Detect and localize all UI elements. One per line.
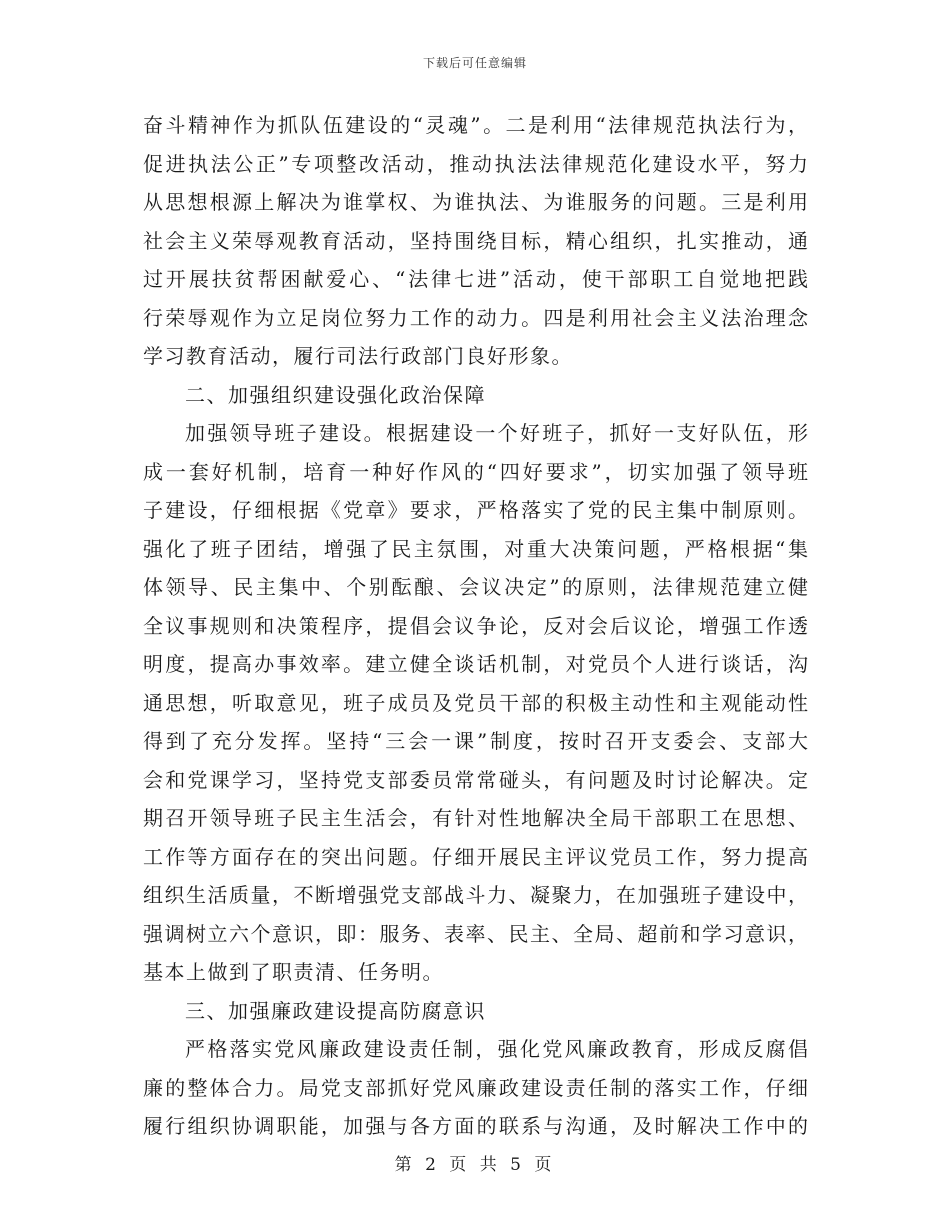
- text-line: 促进执法公正”专项整改活动，推动执法法律规范化建设水平，努力: [143, 151, 808, 176]
- text-line: 严格落实党风廉政建设责任制，强化党风廉政教育，形成反腐倡: [185, 1037, 808, 1061]
- text-line: 成一套好机制，培育一种好作风的“四好要求”，切实加强了领导班: [143, 459, 808, 484]
- text-line: 过开展扶贫帮困献爱心、“法律七进”活动，使干部职工自觉地把践: [143, 267, 808, 291]
- text-line: 奋斗精神作为抓队伍建设的“灵魂”。二是利用“法律规范执法行为，: [143, 113, 808, 137]
- text-line: 行荣辱观作为立足岗位努力工作的动力。四是利用社会主义法治理念: [143, 305, 808, 330]
- text-line: 期召开领导班子民主生活会，有针对性地解决全局干部职工在思想、: [143, 806, 808, 830]
- text-line: 加强领导班子建设。根据建设一个好班子，抓好一支好队伍，形: [185, 421, 808, 445]
- page-number: 第 2 页 共 5 页: [394, 1155, 556, 1175]
- text-line: 得到了充分发挥。坚持“三会一课”制度，按时召开支委会、支部大: [143, 729, 808, 753]
- document-body: [143, 106, 808, 1146]
- text-line: 社会主义荣辱观教育活动，坚持围绕目标，精心组织，扎实推动，通: [143, 228, 808, 253]
- section-heading: 三、加强廉政建设提高防腐意识: [185, 998, 486, 1023]
- text-line: 工作等方面存在的突出问题。仔细开展民主评议党员工作，努力提高: [143, 844, 808, 869]
- text-line: 强调树立六个意识，即：服务、表率、民主、全局、超前和学习意识，: [143, 921, 808, 946]
- text-line: 基本上做到了职责清、任务明。: [143, 960, 444, 984]
- text-line: 通思想，听取意见，班子成员及党员干部的积极主动性和主观能动性: [143, 690, 808, 715]
- text-line: 履行组织协调职能，加强与各方面的联系与沟通，及时解决工作中的: [143, 1114, 808, 1138]
- text-line: 全议事规则和决策程序，提倡会议争论，反对会后议论，增强工作透: [143, 613, 808, 638]
- text-line: 学习教育活动，履行司法行政部门良好形象。: [143, 344, 573, 368]
- text-line: 体领导、民主集中、个别酝酿、会议决定”的原则，法律规范建立健: [143, 575, 808, 599]
- page-header: 下载后可任意编辑: [422, 56, 527, 70]
- text-line: 明度，提高办事效率。建立健全谈话机制，对党员个人进行谈话，沟: [143, 652, 808, 676]
- text-line: 强化了班子团结，增强了民主氛围，对重大决策问题，严格根据“集: [143, 536, 808, 561]
- text-line: 会和党课学习，坚持党支部委员常常碰头，有问题及时讨论解决。定: [143, 767, 808, 792]
- text-line: 从思想根源上解决为谁掌权、为谁执法、为谁服务的问题。三是利用: [143, 190, 808, 214]
- section-heading: 二、加强组织建设强化政治保障: [185, 382, 486, 407]
- text-line: 廉的整体合力。局党支部抓好党风廉政建设责任制的落实工作，仔细: [143, 1075, 808, 1100]
- text-line: 组织生活质量，不断增强党支部战斗力、凝聚力，在加强班子建设中，: [143, 883, 808, 907]
- text-line: 子建设，仔细根据《党章》要求，严格落实了党的民主集中制原则。: [143, 498, 808, 522]
